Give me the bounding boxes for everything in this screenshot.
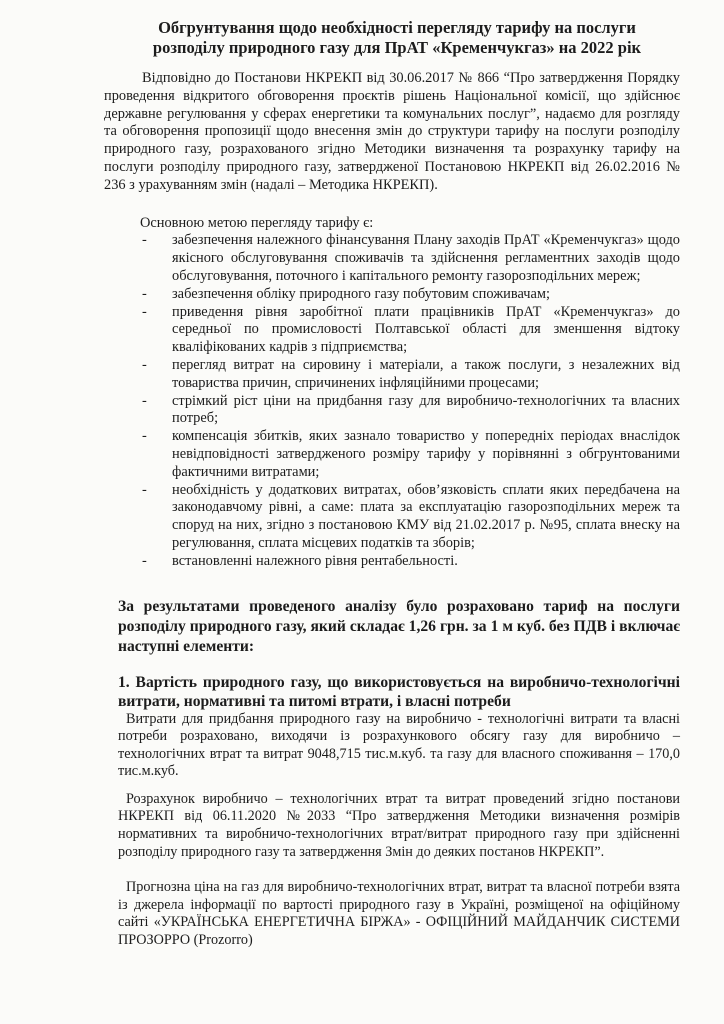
list-item: - компенсація збитків, яких зазнало товариство у попередніх періодах внаслідок невідповідності затвердженого розміру тарифу у порівнянні з обгрунтованими фактичними витратами; [142, 428, 680, 480]
list-item: - необхідність у додаткових витратах, обов’язковість сплати яких передбачена на законодавчому рівні, а саме: плата за експлуатацію газорозподільних мереж та споруд на них, згідно з постановою КМУ від 21.02.2017 р. №95, сплата внеску на регулювання, сплата місцевих податків та зборів; [142, 481, 680, 551]
section-1-heading: 1. Вартість природного газу, що використовується на виробничо-технологічні витрати, нормативні та питомі втрати, і власні потреби [118, 673, 680, 710]
list-item: - встановленні належного рівня рентабельності. [142, 552, 458, 569]
result-paragraph: За результатами проведеного аналізу було розраховано тариф на послуги розподілу природного газу, який складає 1,26 грн. за 1 м куб. без ПДВ і включає наступні елементи: [118, 597, 680, 655]
title-line-1: Обгрунтування щодо необхідності перегляду тарифу на послуги [158, 18, 636, 37]
list-item: - приведення рівня заробітної плати працівників ПрАТ «Кременчукгаз» до середньої по промисловості Полтавської області для зменшення відтоку кваліфікованих кадрів з підприємства; [142, 303, 680, 356]
goals-list [104, 232, 680, 570]
bullet-dash: - [142, 285, 147, 302]
bullet-dash: - [142, 356, 147, 373]
list-item: - стрімкий ріст ціни на придбання газу для виробничо-технологічних та власних потреб; [142, 392, 680, 427]
bullet-dash: - [142, 552, 147, 569]
bullet-dash: - [142, 428, 147, 445]
spacer [104, 861, 680, 879]
bullet-dash: - [142, 392, 147, 409]
intro-paragraph: Відповідно до Постанови НКРЕКП від 30.06.2017 № 866 “Про затвердження Порядку проведення відкритого обговорення проєктів рішень Національної комісії, що здійснює державне регулювання у сферах енергетики та комунальних послуг”, надаємо для розгляду та обговорення пропозиції щодо внесення змін до структури тарифу на послуги розподілу природного газу, розрахованого згідно Методики визначення та розрахунку тарифу на послуги розподілу природного газу, затвердженої Постановою НКРЕКП від 26.02.2016 № 236 з урахуванням змін (надалі – Методика НКРЕКП). [104, 70, 680, 193]
section-1-paragraph-2: Розрахунок виробничо – технологічних втрат та витрат проведений згідно постанови НКРЕКП від 06.11.2020 №2033 “Про затвердження Методики визначення розмірів нормативних та виробничо-технологічних втрат/витрат природного газу при здійсненні розподілу природного газу та затвердження Змін до деяких постанов НКРЕКП”. [118, 790, 680, 860]
bullet-dash: - [142, 232, 147, 249]
document-title [104, 18, 680, 58]
bullet-dash: - [142, 481, 147, 498]
section-1-paragraph-3: Прогнозна ціна на газ для виробничо-технологічних втрат, витрат та власної потреби взята із джерела інформації по вартості природного газу в Україні, розміщеної на офіційному сайті «УКРАЇНСЬКА ЕНЕРГЕТИЧНА БІРЖА» - ОФІЦІЙНИЙ МАЙДАНЧИК СИСТЕМИ ПРОЗОРРО (Prozorro) [118, 879, 680, 949]
list-item: - забезпечення належного фінансування Плану заходів ПрАТ «Кременчукгаз» щодо якісного обслуговування споживачів та здійснення регламентних заходів щодо обслуговування, поточного і капітального ремонту газорозподільних мереж; [142, 232, 680, 284]
title-line-2: розподілу природного газу для ПрАТ «Кременчукгаз» на 2022 рік [152, 38, 642, 57]
bullet-dash: - [142, 303, 147, 320]
list-item: - забезпечення обліку природного газу побутовим споживачам; [142, 285, 551, 302]
goal-intro: Основною метою перегляду тарифу є: [140, 214, 374, 231]
section-1-paragraph-1: Витрати для придбання природного газу на виробничо - технологічні витрати та власні потреби розраховано, виходячи із розрахункового обсягу газу для виробничо – технологічних втрат та витрат 9048,715 тис.м.куб. та газу для власного споживання – 170,0 тис.м.куб. [118, 710, 680, 780]
list-item: - перегляд витрат на сировину і матеріали, а також послуги, з незалежних від товариства причин, спричинених інфляційними процесами; [142, 356, 680, 391]
spacer [104, 781, 680, 791]
